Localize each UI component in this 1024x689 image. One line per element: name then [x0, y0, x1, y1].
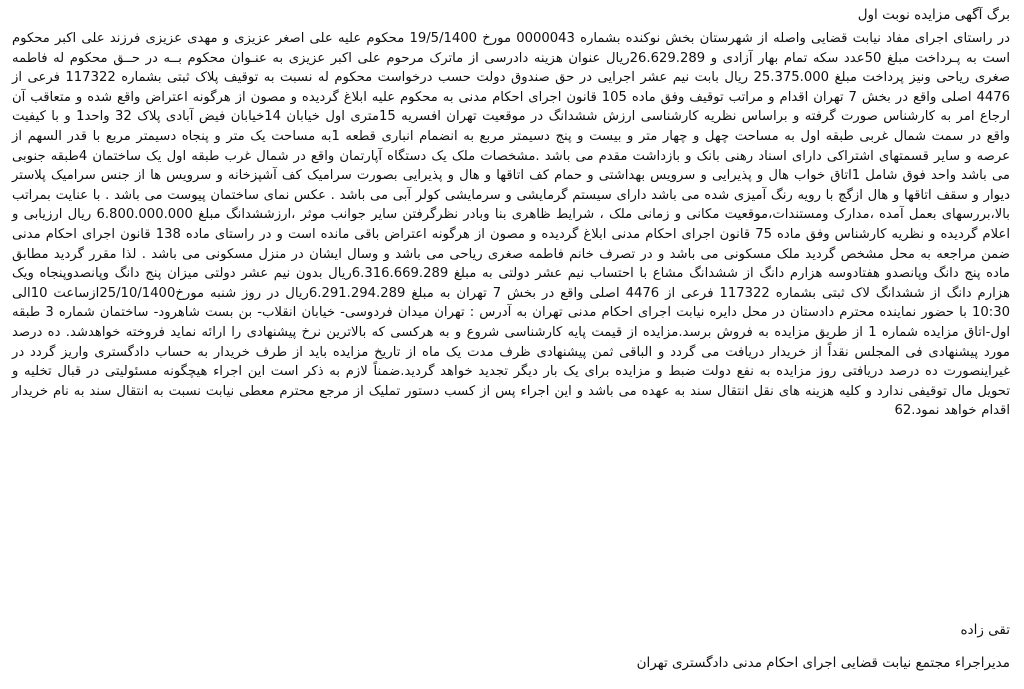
notice-body: در راستای اجرای مفاد نیابت قضایی واصله از شهرستان بخش نوکنده بشماره 0000043 مورخ 19/5/1400 محکوم علیه علی اصغر عزیزی و مهدی عزیزی فرزند علی اکبر محکوم است به پـرداخت مبلغ 50عدد سکه تمام بهار آزادی و 26.629.289ریال عنوان هزینه دادرسی از ماترک مرحوم علی اکبر عزیزی به عنـوان محکوم بــه در حــق محکوم له فاطمه صغری ریاحی ونیز پرداخت مبلغ 25.375.000 ریال بابت نیم عشر اجرایی در حق صندوق دولت حسب درخواست محکوم له نسبت به توقیف پلاک ثبتی بشماره 117322 فرعی از 4476 اصلی واقع در بخش 7 تهران اقدام و مراتب توقیف وفق ماده 105 قانون اجرای احکام مدنی به محکوم علیه ابلاغ گردیده و مصون از هرگونه اعتراض واقع شده و متعاقب آن ارجاع امر به کارشناس صورت گرفته و براساس نظریه کارشناسی ارزش ششدانگ در موقعیت تهران افسریه 15متری اول خیابان 14خیابان فیض آبادی پلاک 32 واحد1 و با کیفیت واقع در سمت شمال غربی طبقه اول به مساحت چهل و چهار متر و بیست و پنج دسیمتر مربع به انضمام انباری قطعه 1به مساحت یک متر و پنجاه دسیمتر مربع با قدر السهم از عرصه و سایر قسمتهای اشتراکی دارای اسناد رهنی بانک و بازداشت مقدم می باشد .مشخصات ملک یک دستگاه آپارتمان واقع در شمال غرب طبقه اول یک ساختمان 4طبقه جنوبی می باشد واحد فوق شامل 1اتاق خواب هال و پذیرایی و سرویس بهداشتی و حمام کف اتاقها و هال و پذیرایی بصورت سرامیک کف آشپزخانه و سرویس ها از جنس سرامیک پلاستر دیوار و سقف اتاقها و هال ازگچ با رویه رنگ آمیزی شده می باشد دارای سیستم گرمایشی و سرمایشی کولر آبی می باشد . عکس نمای ساختمان پیوست می باشد . با عنایت بمراتب بالا،بررسهای بعمل آمده ،مدارک ومستندات،موقعیت مکانی و زمانی ملک ، شرایط ظاهری بنا وبادر نظرگرفتن سایر جوانب موثر ،ارزششدانگ مبلغ 6.800.000.000 ریال ارزیابی و اعلام گردیده و نظریه کارشناس وفق ماده 75 قانون اجرای احکام مدنی ابلاغ گردیده و مصون از هرگونه اعتراض باقی مانده است و در راستای ماده 138 قانون اجرای احکام مدنی ضمن مراجعه به محل مشخص گردید ملک مسکونی می باشد و در تصرف خانم فاطمه صغری ریاحی می باشد و وسال ایشان در منزل مسکونی می باشد . لذا مقرر گردید مطابق ماده پنج دانگ وپانصدو هفتادوسه هزارم دانگ از ششدانگ مشاع با احتساب نیم عشر دولتی به مبلغ 6.316.669.289ریال بدون نیم عشر دولتی میزان پنج دانگ وپانصدوپنجاه ویک هزارم دانگ از ششدانگ لاک ثبتی بشماره 117322 فرعی از 4476 اصلی واقع در بخش 7 تهران به مبلغ 6.291.294.289ریال در روز شنبه مورخ25/10/1400ازساعت 10الی 10:30 با حضور نماینده محترم دادستان در محل دایره نیابت اجرای احکام مدنی تهران به آدرس : تهران میدان فردوسی- خیابان انقلاب- بن بست شاهرود- ساختمان شماره 3 طبقه اول-اتاق مزایده شماره 1 از طریق مزایده به فروش برسد.مزایده از قیمت پایه کارشناسی شروع و به هرکسی که بالاترین نرخ پیشنهادی را ارائه نماید فروخته خواهدشد. ده درصد مورد پیشنهادی فی المجلس نقداً از خریدار دریافت می گردد و الباقی ثمن پیشنهادی ظرف مدت یک ماه از تاریخ مزایده باید از طرف خریدار به حساب دادگستری واریز گردد در غیراینصورت ده درصد دریافتی روز مزایده به نفع دولت ضبط و مزایده برای یک بار دیگر تجدید خواهد گردید.ضمناً لازم به ذکر است این اجراء هیچگونه مسئولیتی در قبال تخلیه و تحویل مال توقیفی ندارد و کلیه هزینه های نقل انتقال سند به عهده می باشد و این اجراء پس از کسب دستور تملیک از مرجع محترم معطی نیابت نسبت به انتقال سند به نام خریدار اقدام خواهد نمود.62: [12, 31, 1011, 419]
signature-block: [12, 620, 1010, 673]
notice-title: برگ آگهی مزایده نوبت اول: [857, 7, 1010, 23]
signer-title: مدیراجراء مجتمع نیابت قضایی اجرای احکام مدنی دادگستری تهران: [636, 655, 1010, 671]
signer-name: تقی زاده: [960, 622, 1010, 638]
auction-notice: [12, 6, 1010, 421]
